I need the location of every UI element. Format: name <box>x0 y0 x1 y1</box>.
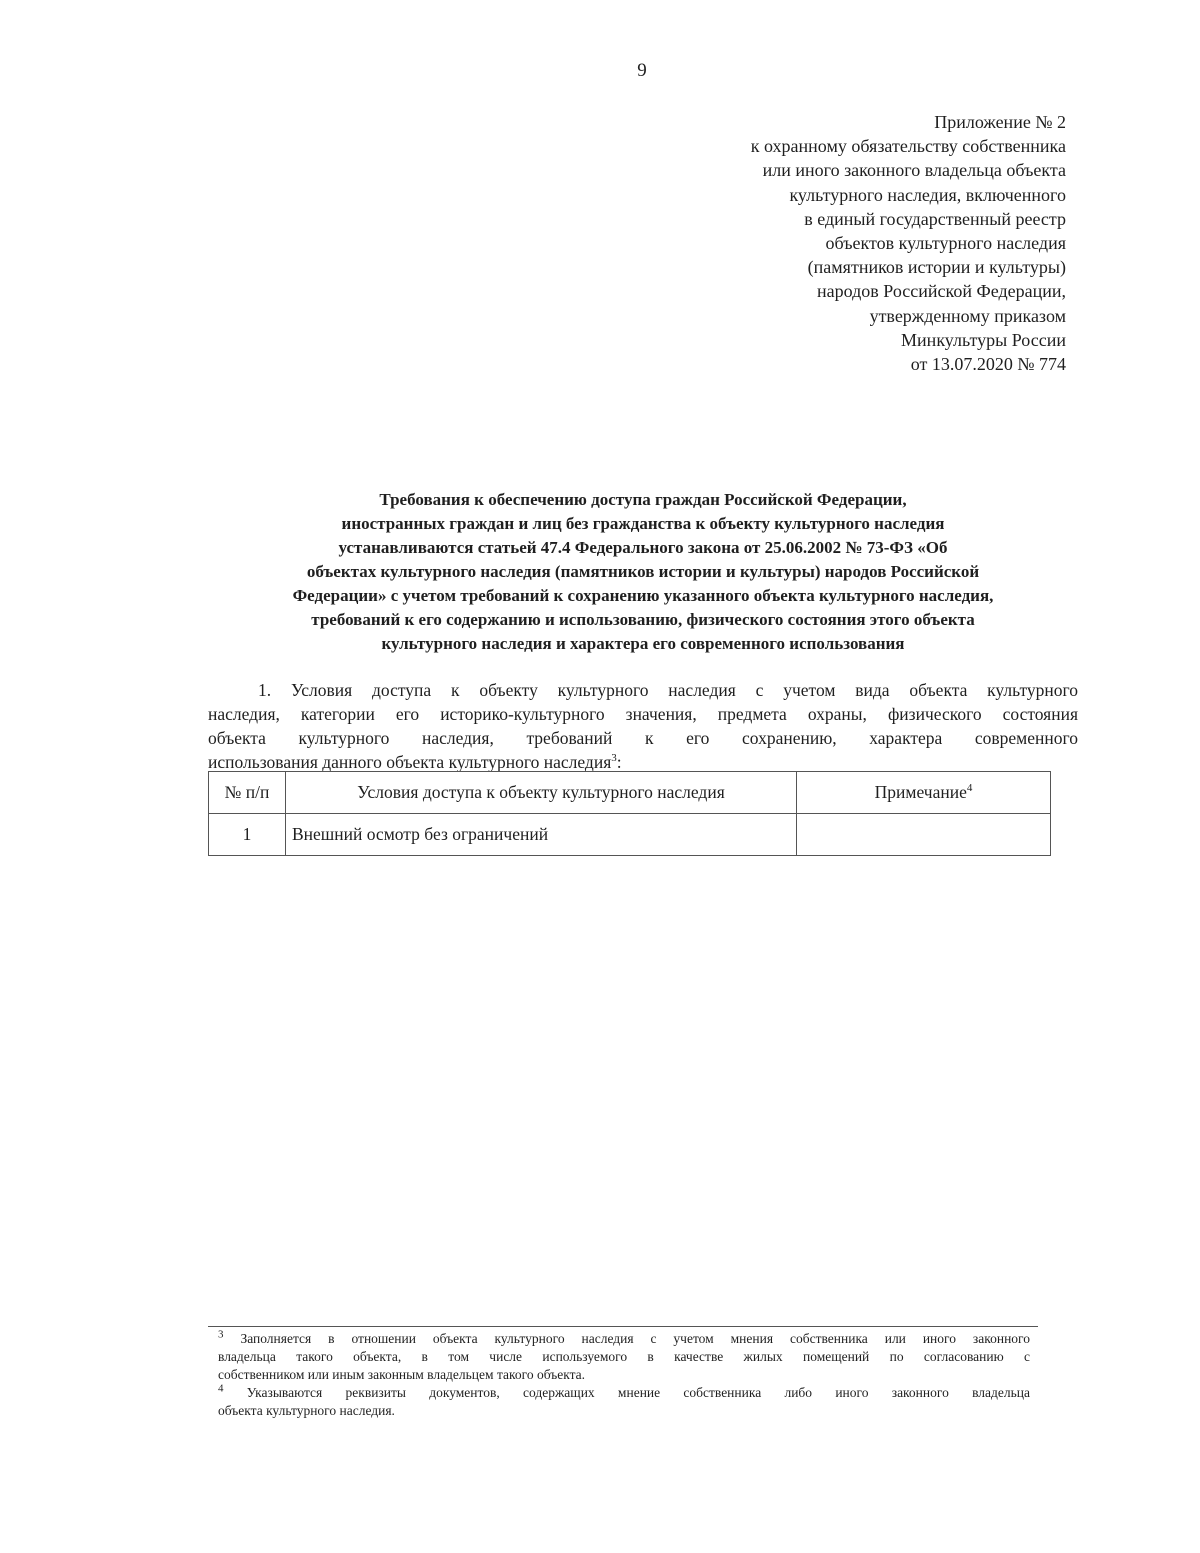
paragraph-line: объекта культурного наследия, требований к его сохранению, характера современного <box>208 728 1078 748</box>
footnote-3-text: Заполняется в отношении объекта культурного наследия с учетом мнения собственника или иного законного <box>240 1331 1031 1346</box>
header-note-label: Примечание <box>874 782 967 802</box>
paragraph-line: 1. Условия доступа к объекту культурного наследия с учетом вида объекта культурного <box>258 680 1078 700</box>
paragraph-line: наследия, категории его историко-культурного значения, предмета охраны, физического состояния <box>208 704 1078 724</box>
appendix-line: народов Российской Федерации, <box>817 281 1066 302</box>
heading-line: иностранных граждан и лиц без гражданства к объекту культурного наследия <box>341 514 945 533</box>
cell-note <box>797 814 1051 856</box>
appendix-line: или иного законного владельца объекта <box>762 160 1066 181</box>
appendix-line: культурного наследия, включенного <box>789 184 1066 205</box>
appendix-line: (памятников истории и культуры) <box>807 257 1066 278</box>
clause-paragraph <box>208 678 1078 774</box>
appendix-line: Минкультуры России <box>901 329 1066 350</box>
table-row <box>209 814 1051 856</box>
header-conditions: Условия доступа к объекту культурного наследия <box>286 772 797 814</box>
appendix-line: объектов культурного наследия <box>825 233 1066 254</box>
footnote-divider <box>208 1326 1038 1327</box>
heading-line: устанавливаются статьей 47.4 Федерального закона от 25.06.2002 № 73-ФЗ «Об <box>338 538 948 557</box>
footnotes <box>218 1330 1030 1420</box>
footnote-3-mark: 3 <box>218 1328 224 1341</box>
footnote-3-line <box>218 1330 1030 1348</box>
appendix-block <box>751 110 1066 376</box>
appendix-line: от 13.07.2020 № 774 <box>910 354 1066 375</box>
footnote-ref-4[interactable]: 4 <box>966 782 973 795</box>
page-number: 9 <box>637 60 647 81</box>
document-heading <box>208 488 1078 656</box>
appendix-line: к охранному обязательству собственника <box>750 136 1066 157</box>
cell-number: 1 <box>209 814 286 856</box>
header-number: № п/п <box>209 772 286 814</box>
heading-line: требований к его содержанию и использованию, физического состояния этого объекта <box>311 610 975 629</box>
footnote-ref-3[interactable]: 3 <box>611 752 617 765</box>
paragraph-colon: : <box>616 752 622 772</box>
cell-conditions: Внешний осмотр без ограничений <box>286 814 797 856</box>
heading-line: Федерации» с учетом требований к сохранению указанного объекта культурного наследия, <box>292 586 994 605</box>
heading-line: объектах культурного наследия (памятников истории и культуры) народов Российской <box>306 562 980 581</box>
appendix-line: утвержденному приказом <box>869 305 1066 326</box>
footnote-4-line: объекта культурного наследия. <box>218 1403 395 1418</box>
footnote-3-line: собственником или иным законным владельцем такого объекта. <box>218 1367 586 1382</box>
footnote-3-line: владельца такого объекта, в том числе используемого в качестве жилых помещений по согласованию с <box>218 1349 1030 1364</box>
footnote-4-text: Указываются реквизиты документов, содержащих мнение собственника либо иного законного владельца <box>246 1385 1030 1400</box>
heading-line: Требования к обеспечению доступа граждан Российской Федерации, <box>379 490 907 509</box>
paragraph-line: использования данного объекта культурного наследия <box>208 752 612 772</box>
appendix-line: Приложение № 2 <box>934 112 1066 132</box>
header-note <box>797 772 1051 814</box>
footnote-4-mark: 4 <box>218 1382 224 1395</box>
heading-line: культурного наследия и характера его современного использования <box>381 634 905 653</box>
footnote-4-line <box>218 1384 1030 1402</box>
appendix-line: в единый государственный реестр <box>804 208 1066 229</box>
table-header-row <box>209 772 1051 814</box>
access-conditions-table <box>208 771 1051 856</box>
